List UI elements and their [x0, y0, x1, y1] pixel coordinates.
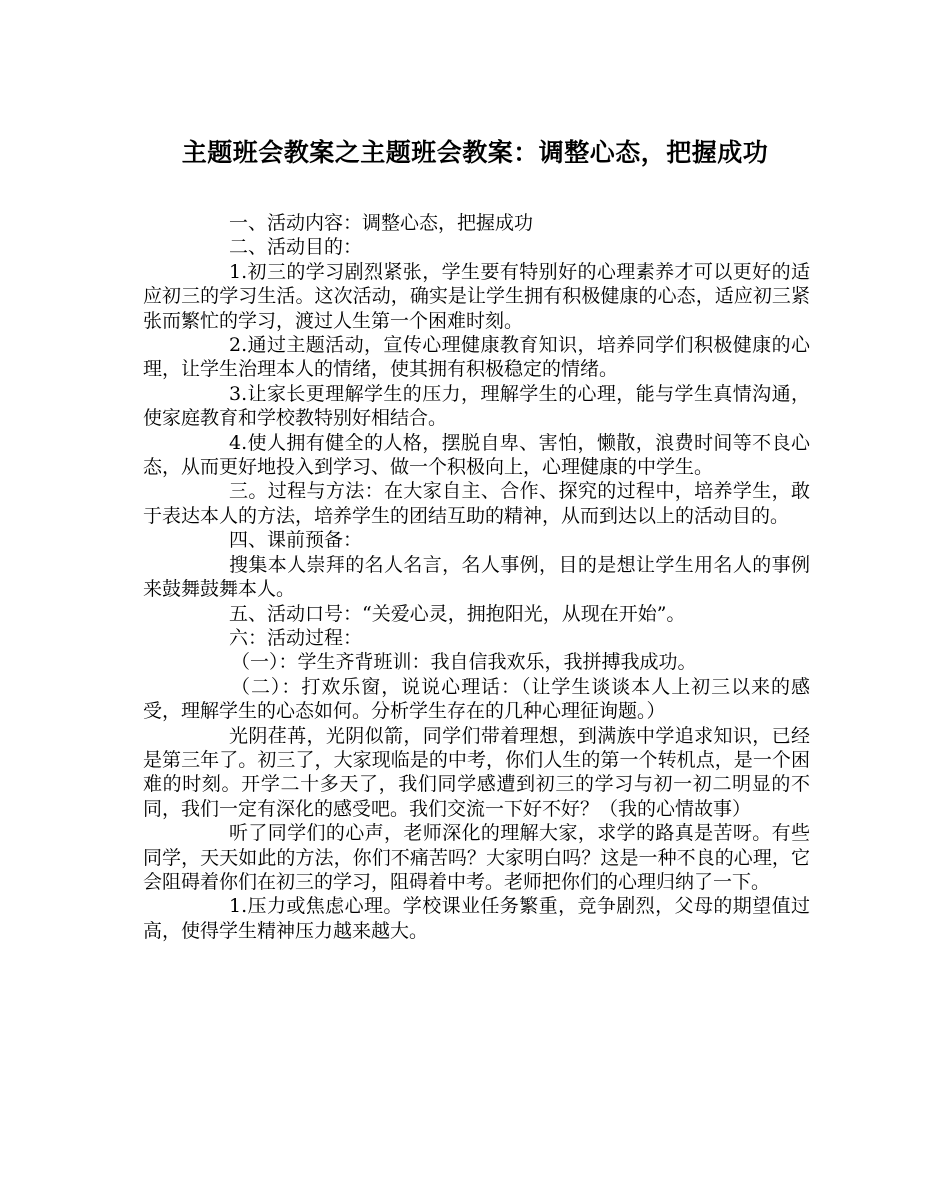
paragraph-goal-2: 2.通过主题活动，宣传心理健康教育知识，培养同学们积极健康的心理，让学生治理本人的情绪，使其拥有积极稳定的情绪。 — [143, 334, 810, 381]
paragraph-narrative-1: 光阴荏苒，光阴似箭，同学们带着理想，到满族中学追求知识，已经是第三年了。初三了，大家现临是的中考，你们人生的第一个转机点，是一个困难的时刻。开学二十多天了，我们同学感遭到初三的学习与初一初二明显的不同，我们一定有深化的感受吧。我们交流一下好不好？（我的心情故事） — [143, 724, 810, 820]
paragraph-activity-process-heading: 六：活动过程： — [229, 626, 363, 649]
paragraph-preparation: 搜集本人崇拜的名人名言，名人事例，目的是想让学生用名人的事例来鼓舞鼓舞本人。 — [143, 553, 810, 601]
paragraph-preparation-heading: 四、课前预备： — [229, 529, 363, 552]
document-title: 主题班会教案之主题班会教案：调整心态，把握成功 — [181, 138, 769, 167]
document-body — [143, 211, 810, 943]
paragraph-activity-goal-heading: 二、活动目的： — [229, 236, 363, 259]
paragraph-goal-1: 1.初三的学习剧烈紧张，学生要有特别好的心理素养才可以更好的适应初三的学习生活。这次活动，确实是让学生拥有积极健康的心态，适应初三紧张而繁忙的学习，渡过人生第一个困难时刻。 — [143, 260, 810, 332]
paragraph-slogan: 五、活动口号：“关爱心灵，拥抱阳光，从现在开始”。 — [229, 602, 686, 625]
paragraph-step-2: （二）：打欢乐窗，说说心理话：（让学生谈谈本人上初三以来的感受，理解学生的心态如何。分析学生存在的几种心理征询题。） — [143, 675, 810, 723]
paragraph-goal-4: 4.使人拥有健全的人格，摆脱自卑、害怕，懒散，浪费时间等不良心态，从而更好地投入到学习、做一个积极向上，心理健康的中学生。 — [143, 431, 810, 479]
paragraph-goal-3: 3.让家长更理解学生的压力，理解学生的心理，能与学生真情沟通，使家庭教育和学校教特别好相结合。 — [143, 382, 810, 430]
paragraph-activity-content: 一、活动内容：调整心态，把握成功 — [229, 212, 534, 234]
paragraph-step-1: （一）：学生齐背班训：我自信我欢乐，我拼搏我成功。 — [231, 651, 697, 674]
paragraph-pressure: 1.压力或焦虑心理。学校课业任务繁重，竞争剧烈，父母的期望值过高，使得学生精神压力越来越大。 — [143, 895, 810, 942]
paragraph-process-method: 三。过程与方法：在大家自主、合作、探究的过程中，培养学生，敢于表达本人的方法，培养学生的团结互助的精神，从而到达以上的活动目的。 — [143, 480, 810, 527]
paragraph-narrative-2: 听了同学们的心声，老师深化的理解大家，求学的路真是苦呀。有些同学，天天如此的方法，你们不痛苦吗？大家明白吗？这是一种不良的心理，它会阻碍着你们在初三的学习，阻碍着中考。老师把你们的心理归纳了一下。 — [143, 822, 810, 893]
